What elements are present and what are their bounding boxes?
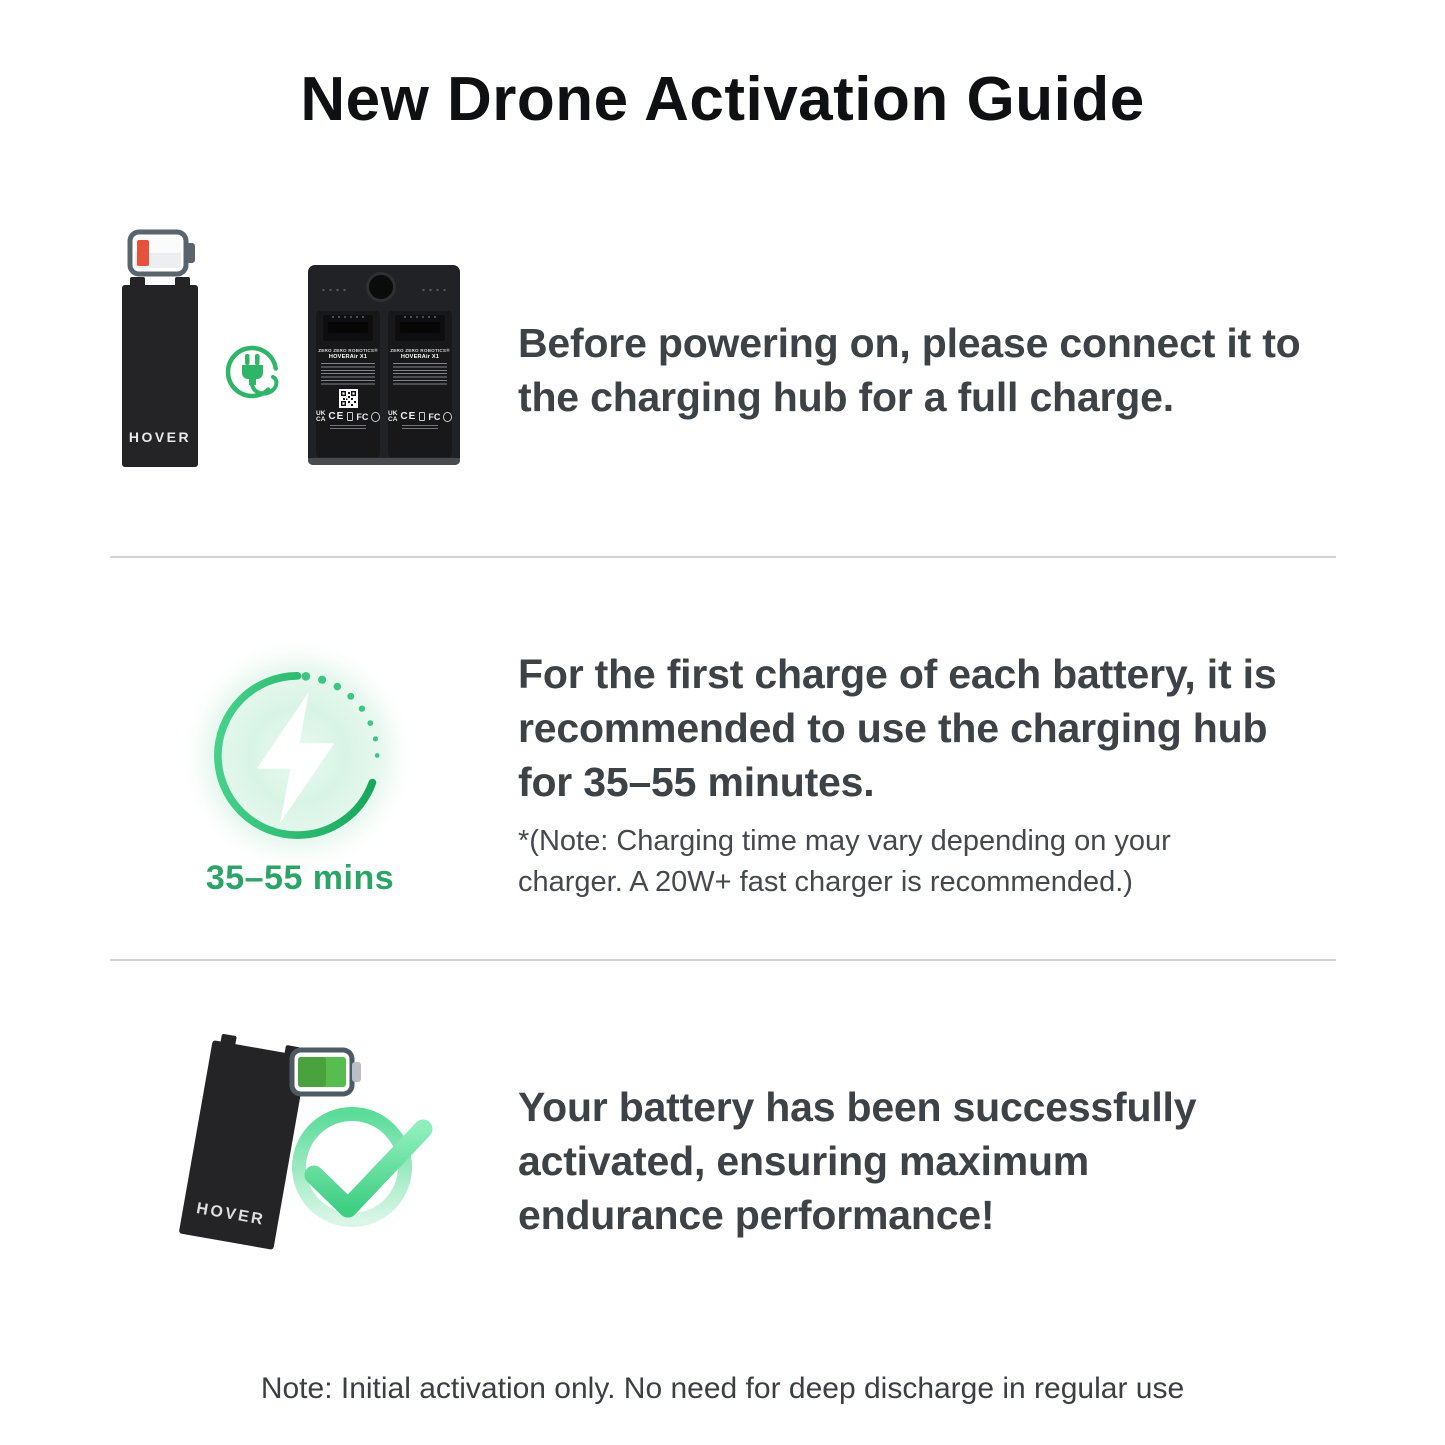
slot-contact-well [400, 322, 440, 333]
certification-marks [316, 411, 380, 422]
section-time-heading: For the first charge of each battery, it is recommended to use the charging hub for 35–55 minutes. [518, 651, 1277, 806]
section-activated-figure [150, 1025, 490, 1270]
battery-tab [220, 1034, 236, 1045]
low-battery-icon [126, 227, 200, 279]
hub-contact-pins [420, 288, 448, 292]
section-time-note: *(Note: Charging time may vary depending on your charger. A 20W+ fast charger is recommended.) [518, 825, 1171, 898]
fcc-mark: FC [356, 411, 369, 422]
slot-contact-recess [323, 315, 373, 341]
charging-hub [308, 265, 460, 465]
ukca-ca: CA [388, 415, 398, 423]
hub-fineprint-lines [321, 363, 375, 386]
spacer [388, 386, 452, 408]
section-charge-text: Before powering on, please connect it to the charging hub for a full charge. [518, 320, 1301, 421]
slot-contact-recess [395, 315, 445, 341]
section-divider [110, 959, 1336, 961]
hub-model-text: HOVERAir X1 [400, 354, 440, 360]
hub-model-text: HOVERAir X1 [328, 354, 368, 360]
hub-base-strip [308, 458, 460, 465]
footer-note: Note: Initial activation only. No need for deep discharge in regular use [260, 1372, 1185, 1405]
success-check-icon [286, 1091, 441, 1241]
section-activated-text: Your battery has been successfully activated, ensuring maximum endurance performance! [518, 1084, 1197, 1239]
slot-contact-dots [330, 315, 366, 319]
weee-bin-icon [347, 412, 353, 421]
battery-tab [175, 277, 190, 286]
ukca-uk: UK [388, 410, 398, 417]
ukca-mark [316, 411, 325, 422]
hub-brand-text: ZERO ZERO ROBOTICS® [318, 348, 378, 353]
slot-contact-dots [402, 315, 438, 319]
charging-plug-icon [223, 341, 283, 405]
charging-timer-icon [175, 633, 420, 878]
battery-tab [130, 277, 145, 286]
hub-microprint-lines [402, 425, 437, 430]
qr-code [339, 389, 358, 408]
hub-fineprint-lines [393, 363, 447, 386]
page-title: New Drone Activation Guide [300, 65, 1145, 134]
hub-battery-slot [316, 311, 380, 457]
battery-brand-label: HOVER [128, 429, 192, 445]
hub-brand-text: ZERO ZERO ROBOTICS® [390, 348, 450, 353]
section-charge-figure [110, 215, 480, 480]
regulatory-circle-icon [371, 412, 380, 422]
hub-battery-slot [388, 311, 452, 457]
ce-mark: CE [400, 411, 417, 423]
ukca-uk: UK [316, 410, 326, 417]
slot-contact-well [328, 322, 368, 333]
hub-contact-pins [320, 288, 348, 292]
ukca-ca: CA [316, 415, 326, 423]
ce-mark: CE [328, 411, 345, 423]
section-divider [110, 556, 1336, 558]
hub-microprint-lines [330, 425, 365, 430]
charge-time-label: 35–55 mins [205, 859, 395, 897]
section-time-figure [175, 633, 425, 908]
certification-marks [388, 411, 452, 422]
fcc-mark: FC [428, 411, 441, 422]
ukca-mark [388, 411, 397, 422]
regulatory-circle-icon [443, 412, 452, 422]
weee-bin-icon [419, 412, 425, 421]
hub-power-button [366, 272, 396, 302]
battery-brand-label: HOVER [195, 1200, 267, 1229]
battery-pack [122, 285, 198, 467]
